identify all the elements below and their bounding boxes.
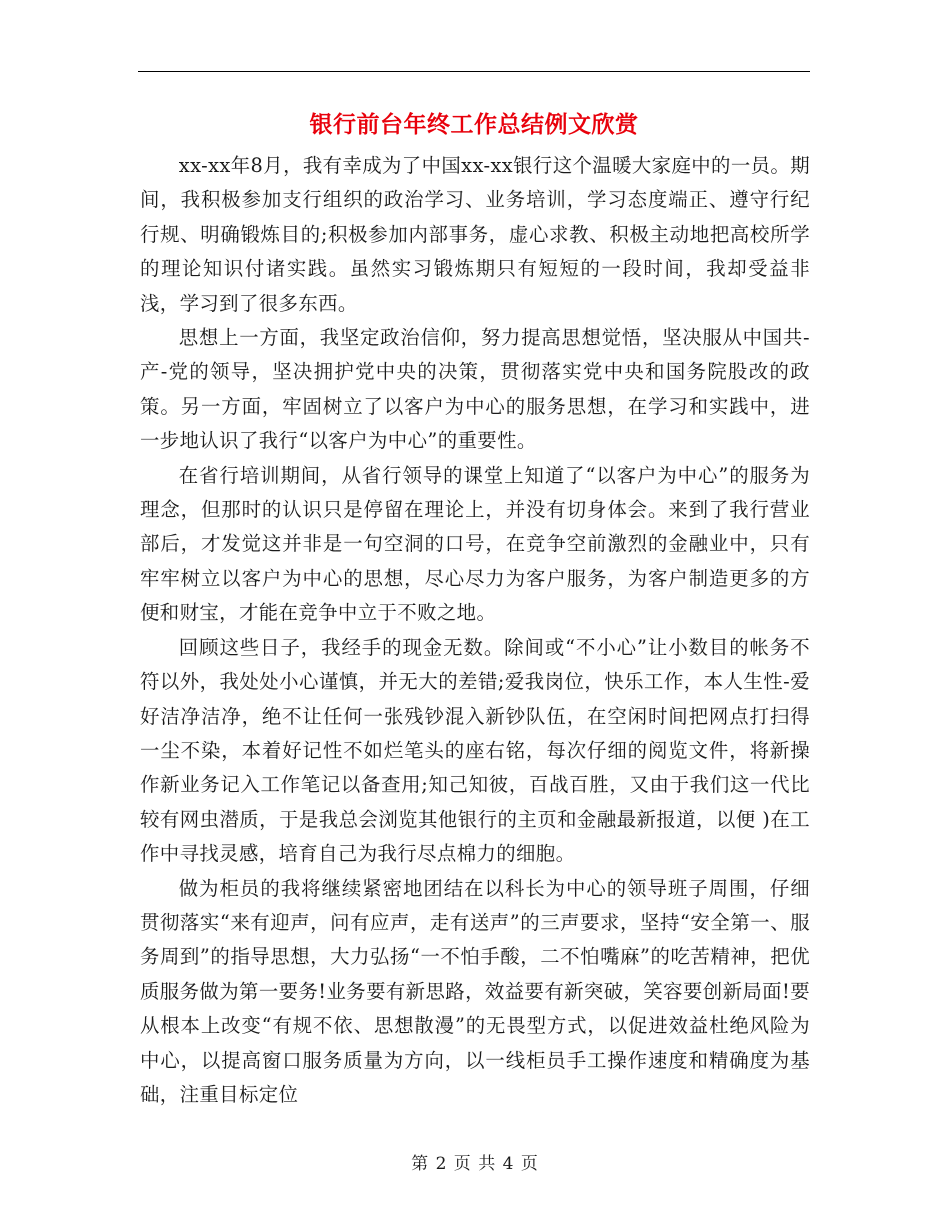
document-title: 银行前台年终工作总结例文欣赏 bbox=[309, 112, 639, 138]
header-rule bbox=[138, 71, 810, 72]
paragraph-5: 做为柜员的我将继续紧密地团结在以科长为中心的领导班子周围，仔细贯彻落实“来有迎声，问有应声，走有送声”的三声要求，坚持“安全第一、服务周到”的指导思想，大力弘扬“一不怕手酸，二不怕嘴麻”的吃苦精神，把优质服务做为第一要务!业务要有新思路，效益要有新突破，笑容要创新局面!要从根本上改变“有规不依、思想散漫”的无畏型方式，以促进效益杜绝风险为中心，以提高窗口服务质量为方向，以一线柜员手工操作速度和精确度为基础，注重目标定位 bbox=[140, 876, 810, 1106]
paragraph-4: 回顾这些日子，我经手的现金无数。除间或“不小心”让小数目的帐务不符以外，我处处小心谨慎，并无大的差错;爱我岗位，快乐工作，本人生性-爱好洁净洁净，绝不让任何一张残钞混入新钞队伍，在空闲时间把网点打扫得一尘不染，本着好记性不如烂笔头的座右铭，每次仔细的阅览文件，将新操作新业务记入工作笔记以备查用;知己知彼，百战百胜，又由于我们这一代比较有网虫潜质，于是我总会浏览其他银行的主页和金融最新报道，以便 )在工作中寻找灵感，培育自己为我行尽点棉力的细胞。 bbox=[140, 635, 810, 866]
page-footer: 第 2 页 共 4 页 bbox=[411, 1154, 539, 1174]
paragraph-1: xx-xx年8月，我有幸成为了中国xx-xx银行这个温暖大家庭中的一员。期间，我积极参加支行组织的政治学习、业务培训，学习态度端正、遵守行纪行规、明确锻炼目的;积极参加内部事务，虚心求教、积极主动地把高校所学的理论知识付诸实践。虽然实习锻炼期只有短短的一段时间，我却受益非浅，学习到了很多东西。 bbox=[140, 154, 810, 315]
document-body bbox=[140, 149, 810, 1112]
paragraph-2: 思想上一方面，我坚定政治信仰，努力提高思想觉悟，坚决服从中国共-产-党的领导，坚决拥护党中央的决策，贯彻落实党中央和国务院股改的政策。另一方面，牢固树立了以客户为中心的服务思想，在学习和实践中，进一步地认识了我行“以客户为中心”的重要性。 bbox=[140, 326, 810, 453]
paragraph-3: 在省行培训期间，从省行领导的课堂上知道了“以客户为中心”的服务为理念，但那时的认识只是停留在理论上，并没有切身体会。来到了我行营业部后，才发觉这并非是一句空洞的口号，在竞争空前激烈的金融业中，只有牢牢树立以客户为中心的思想，尽心尽力为客户服务，为客户制造更多的方便和财宝，才能在竞争中立于不败之地。 bbox=[140, 463, 810, 625]
